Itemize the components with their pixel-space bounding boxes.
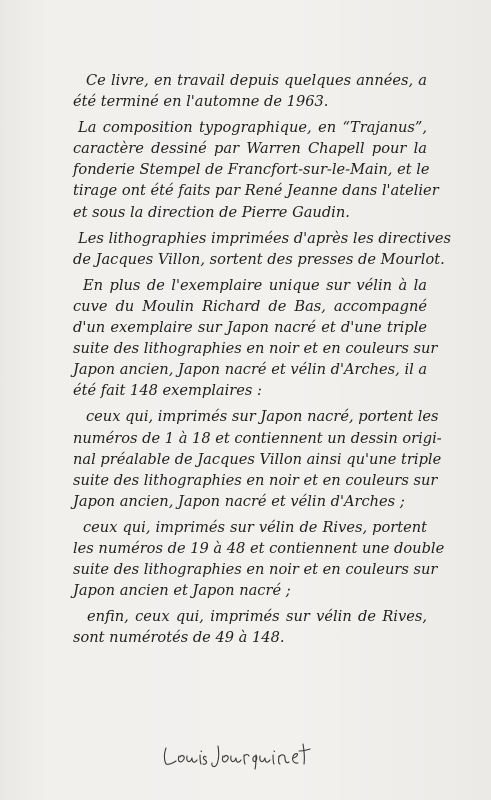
- text-line: suite des lithographies en noir et en couleurs sur: [73, 471, 438, 489]
- text-line: enfin, ceux qui, imprimés sur vélin de Rives,: [87, 608, 427, 626]
- text-line: cuve du Moulin Richard de Bas, accompagné: [73, 297, 427, 315]
- text-line: numéros de 1 à 18 et contiennent un dessin origi-: [73, 429, 442, 447]
- text-line: suite des lithographies en noir et en couleurs sur: [73, 340, 438, 358]
- text-line: les numéros de 19 à 48 et contiennent une double: [73, 539, 445, 557]
- text-line: La composition typographique, en “Trajanus”,: [78, 119, 427, 137]
- text-line: d'un exemplaire sur Japon nacré et d'une triple: [73, 319, 427, 337]
- text-line: Les lithographies imprimées d'après les directives: [78, 229, 452, 247]
- text-line: sont numérotés de 49 à 148.: [73, 629, 285, 647]
- text-line: été terminé en l'automne de 1963.: [73, 93, 329, 111]
- paragraph-edition: [73, 275, 438, 402]
- text-line: fonderie Stempel de Francfort-sur-le-Main, et le: [73, 161, 430, 179]
- text-line: caractère dessiné par Warren Chapell pour la: [73, 140, 427, 158]
- text-line: Ce livre, en travail depuis quelques années, a: [86, 72, 427, 89]
- text-line: En plus de l'exemplaire unique sur vélin à la: [83, 276, 427, 294]
- text-line: et sous la direction de Pierre Gaudin.: [73, 203, 350, 221]
- paragraph-japon-nacre: [73, 406, 442, 511]
- text-line: nal préalable de Jacques Villon ainsi qu'une triple: [73, 450, 442, 468]
- text-line: ceux qui, imprimés sur Japon nacré, portent les: [86, 408, 439, 426]
- colophon-text: [73, 70, 452, 653]
- paragraph-velin-rives: [73, 517, 445, 601]
- text-line: tirage ont été faits par René Jeanne dans l'atelier: [73, 182, 439, 200]
- paragraph-typography: [73, 117, 439, 222]
- handwritten-signature: [160, 738, 330, 770]
- text-line: Japon ancien et Japon nacré ;: [73, 582, 291, 600]
- paragraph-lithographs: [73, 228, 452, 270]
- text-line: été fait 148 exemplaires :: [73, 382, 262, 400]
- paragraph-completion: [73, 70, 427, 112]
- text-line: Japon ancien, Japon nacré et vélin d'Arches, il a: [73, 361, 428, 379]
- text-line: Japon ancien, Japon nacré et vélin d'Arches ;: [73, 492, 405, 510]
- text-line: ceux qui, imprimés sur vélin de Rives, portent: [83, 518, 427, 536]
- paragraph-numbered: [73, 606, 427, 648]
- text-line: suite des lithographies en noir et en couleurs sur: [73, 561, 438, 579]
- text-line: de Jacques Villon, sortent des presses de Mourlot.: [73, 250, 445, 268]
